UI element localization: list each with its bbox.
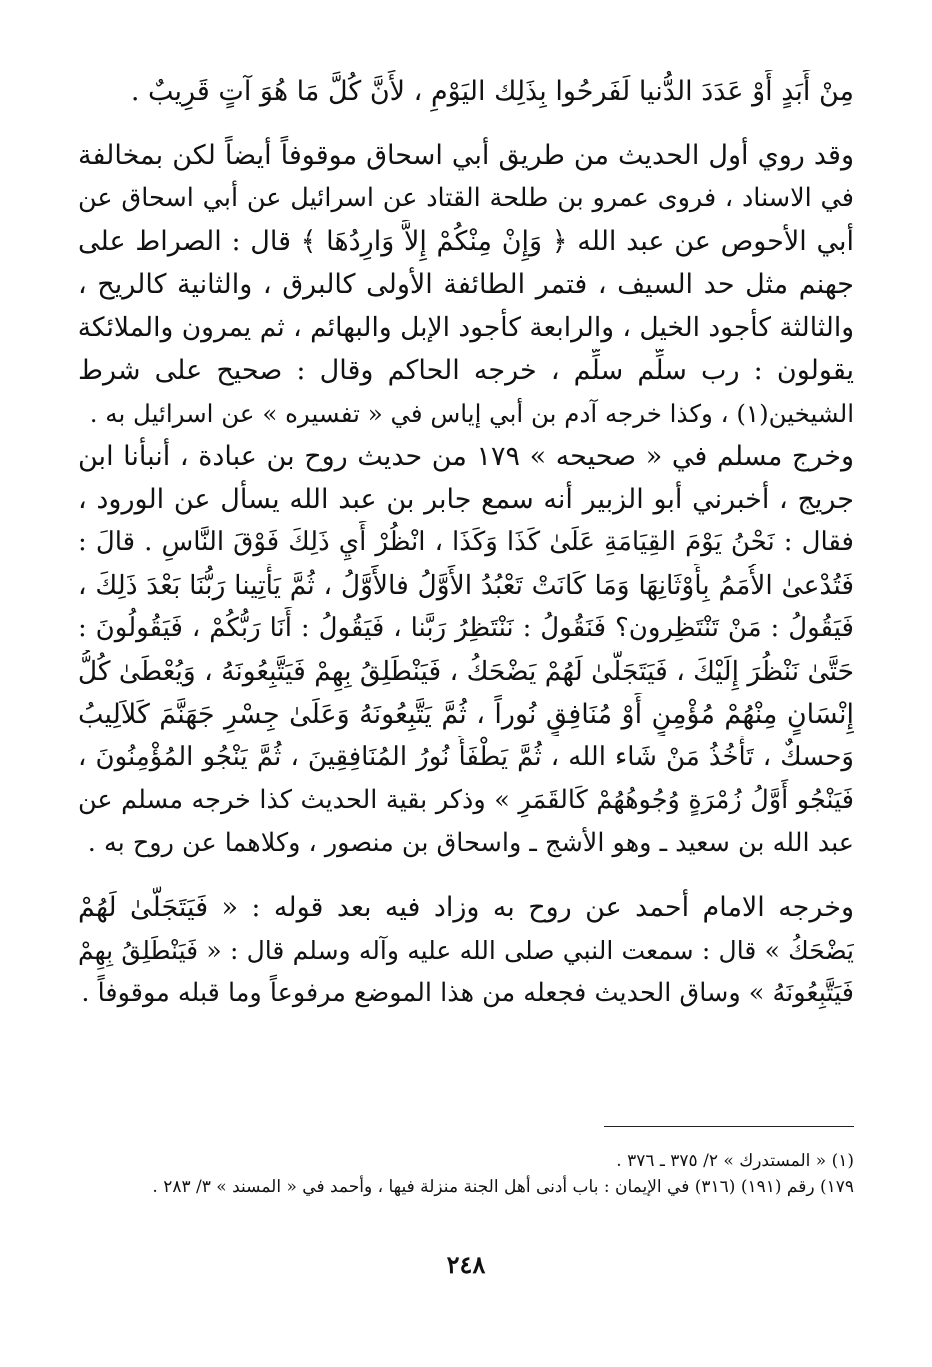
text-line: وخرج مسلم في « صحيحه » ١٧٩ من حديث روح بن عبادة ، أنبأنا ابن: [78, 441, 854, 472]
paragraph-2: [78, 134, 854, 435]
text-line: وقد روي أول الحديث من طريق أبي اسحاق موقوفاً أيضاً لكن بمخالفة: [78, 140, 854, 171]
text-line: فَتُدْعىٰ الأُمَمُ بِأَوْثَانِهَا وَمَا كَانَتْ تَعْبُدُ الأَوَّلُ فالأَوَّلُ ، ثُمَّ يَأْتِينا رَبُّنَا بَعْدَ ذَلِكَ ،: [78, 570, 854, 601]
page-number: ٢٤٨: [446, 1250, 486, 1279]
text-line: أبي الأحوص عن عبد الله ﴿ وَإِنْ مِنْكُمْ إِلاَّ وَارِدُهَا ﴾ قال : الصراط على: [78, 226, 854, 257]
paragraph-4: [78, 886, 854, 1015]
text-line: عبد الله بن سعيد ـ وهو الأشج ـ واسحاق بن منصور ، وكلاهما عن روح به .: [87, 828, 854, 858]
text-line: إِنْسَانٍ مِنْهُمْ مُؤْمِنٍ أَوْ مُنَافِقٍ نُوراً ، ثُمَّ يَتَّبِعُونَهُ وَعَلَىٰ جِسْرِ جَهَنَّمَ كَلاَلِيبُ: [78, 699, 854, 730]
paragraph-1: [78, 70, 854, 113]
text-line: فَيَنْجُو أَوَّلُ زُمْرَةٍ وُجُوهُهُمْ كَالقَمَرِ » وذكر بقية الحديث كذا خرجه مسلم عن: [78, 785, 854, 815]
text-line: وَحسكٌ ، تَأْخُذُ مَنْ شَاء الله ، ثُمَّ يَطْفَأُ نُورُ المُنَافِقِينَ ، ثُمَّ يَنْجُو المُؤْمِنُونَ ،: [78, 742, 854, 772]
text-line: مِنْ أَبَدٍ أَوْ عَدَدَ الدُّنيا لَفَرحُوا بِذَلِك اليَوْمِ ، لأَنَّ كُلَّ مَا هُوَ آتٍ قَرِيبٌ .: [130, 76, 854, 107]
text-line: فقال : نَحْنُ يَوْمَ القِيَامَةِ عَلَىٰ كَذَا وَكَذَا ، انْظُرْ أَيِ ذَلِكَ فَوْقَ النَّاسِ . قالَ :: [78, 527, 854, 557]
text-line: وخرجه الامام أحمد عن روح به وزاد فيه بعد قوله : « فَيَتَجَلَّىٰ لَهُمْ: [78, 892, 854, 923]
text-line: فَيَتَّبِعُونَهُ » وساق الحديث فجعله من هذا الموضع مرفوعاً وما قبله موقوفاً .: [81, 978, 854, 1008]
text-line: جهنم مثل حد السيف ، فتمر الطائفة الأولى كالبرق ، والثانية كالريح ،: [78, 269, 854, 300]
footnote-1: (١) « المستدرك » ٢/ ٣٧٥ ـ ٣٧٦ .: [616, 1151, 854, 1171]
text-line: الشيخين(١) ، وكذا خرجه آدم بن أبي إياس في « تفسيره » عن اسرائيل به .: [89, 399, 854, 428]
footnote-divider: [604, 1126, 854, 1127]
footnotes: [78, 1148, 854, 1200]
text-line: يَضْحَكُ » قال : سمعت النبي صلى الله عليه وآله وسلم قال : « فَيَنْطَلِقُ بِهِمْ: [78, 936, 854, 965]
text-line: يقولون : رب سلِّم سلِّم ، خرجه الحاكم وقال : صحيح على شرط: [78, 355, 854, 386]
text-line: جريج ، أخبرني أبو الزبير أنه سمع جابر بن عبد الله يسأل عن الورود ،: [78, 484, 854, 515]
text-line: في الاسناد ، فروى عمرو بن طلحة القتاد عن اسرائيل عن أبي اسحاق عن: [78, 183, 854, 213]
text-line: فَيَقُولُ : مَنْ تَنْتَظِرون؟ فَنَقُولُ : نَنْتَظِرُ رَبَّنا ، فَيَقُولُ : أَنَا رَبُّكُمْ ، فَيَقُولُونَ :: [78, 613, 854, 643]
text-line: حَتَّىٰ نَنْظُرَ إِلَيْكَ ، فَيَتَجَلَّىٰ لَهُمْ يَضْحَكُ ، فَيَنْطَلِقُ بِهِمْ فَيَتَّبِعُونَهُ ، وَيُعْطَىٰ كُلُّ: [78, 656, 854, 687]
text-line: والثالثة كأجود الخيل ، والرابعة كأجود الإبل والبهائم ، ثم يمرون والملائكة: [78, 312, 854, 343]
paragraph-3: [78, 435, 854, 865]
footnote-179: ١٧٩) رقم (١٩١) (٣١٦) في الإيمان : باب أدنى أهل الجنة منزلة فيها ، وأحمد في « المسند » ٣/ ٢٨٣ .: [152, 1177, 854, 1197]
page-body: [78, 70, 854, 1015]
